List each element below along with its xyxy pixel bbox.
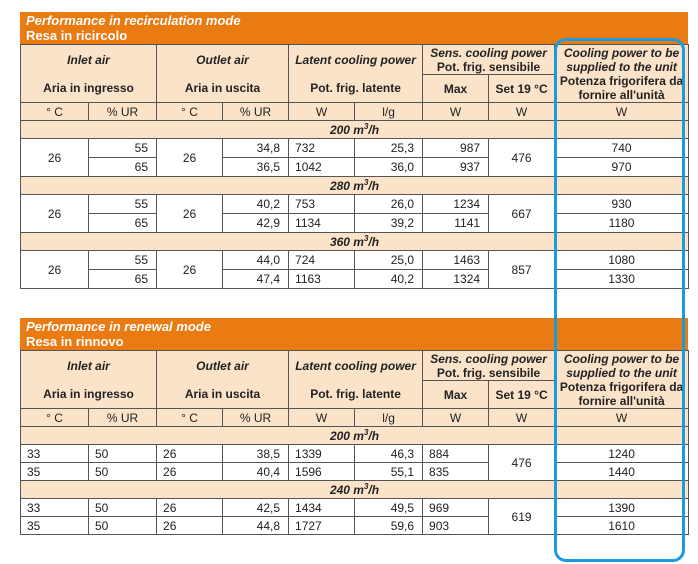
table-row: 26 55 26 34,8 732 25,3 987 476 740 [21, 139, 689, 158]
flow-rate-row: 280 $m^3/h$ [21, 177, 689, 195]
sensible-cooling-header: Sens. cooling power Pot. frig. sensibile [423, 351, 555, 381]
sensible-cooling-header: Sens. cooling power Pot. frig. sensibile [423, 45, 555, 75]
table-row: 65 47,4 1163 40,2 1324 1330 [21, 270, 689, 289]
renewal-title-en: Performance in renewal mode [26, 319, 211, 334]
table-row: 26 55 26 40,2 753 26,0 1234 667 930 [21, 195, 689, 214]
renewal-table [20, 350, 689, 535]
set19-header: Set 19 °C [489, 75, 555, 103]
table-row: 35 50 26 44,8 1727 59,6 903 1610 [21, 517, 689, 535]
table-row: 65 36,5 1042 36,0 937 970 [21, 158, 689, 177]
units-row: ° C % UR ° C % UR W l/g W W W [21, 409, 689, 427]
flow-rate-row: 240 $m^3/h$ [21, 481, 689, 499]
renewal-title-bar [20, 318, 688, 350]
max-header: Max [423, 75, 489, 103]
units-row: ° C % UR ° C % UR W l/g W W W [21, 103, 689, 121]
table-row: 65 42,9 1134 39,2 1141 1180 [21, 214, 689, 233]
outlet-air-header: Outlet air Aria in uscita [157, 351, 289, 409]
flow-rate-row: 200 $m^3/h$ [21, 121, 689, 139]
flow-rate-row: 360 $m^3/h$ [21, 233, 689, 251]
recirculation-table [20, 44, 689, 289]
flow-rate-row: 200 $m^3/h$ [21, 427, 689, 445]
recirculation-section [20, 12, 688, 289]
renewal-section [20, 318, 688, 535]
latent-cooling-header: Latent cooling power Pot. frig. latente [289, 45, 423, 103]
table-row: 33 50 26 42,5 1434 49,5 969 619 1390 [21, 499, 689, 517]
recirculation-title-en: Performance in recirculation mode [26, 13, 241, 28]
inlet-air-header: Inlet air Aria in ingresso [21, 45, 157, 103]
latent-cooling-header: Latent cooling power Pot. frig. latente [289, 351, 423, 409]
renewal-title-it: Resa in rinnovo [26, 334, 124, 349]
outlet-air-header: Outlet air Aria in uscita [157, 45, 289, 103]
table-row: 33 50 26 38,5 1339 46,3 884 476 1240 [21, 445, 689, 463]
recirculation-title-bar [20, 12, 688, 44]
cooling-power-header: Cooling power to be supplied to the unit Potenza frigorifera da fornire all'unità [555, 351, 689, 409]
recirculation-title-it: Resa in ricircolo [26, 28, 128, 43]
set19-header: Set 19 °C [489, 381, 555, 409]
cooling-power-header: Cooling power to be supplied to the unit Potenza frigorifera da fornire all'unità [555, 45, 689, 103]
table-row: 26 55 26 44,0 724 25,0 1463 857 1080 [21, 251, 689, 270]
max-header: Max [423, 381, 489, 409]
inlet-air-header: Inlet air Aria in ingresso [21, 351, 157, 409]
table-row: 35 50 26 40,4 1596 55,1 835 1440 [21, 463, 689, 481]
